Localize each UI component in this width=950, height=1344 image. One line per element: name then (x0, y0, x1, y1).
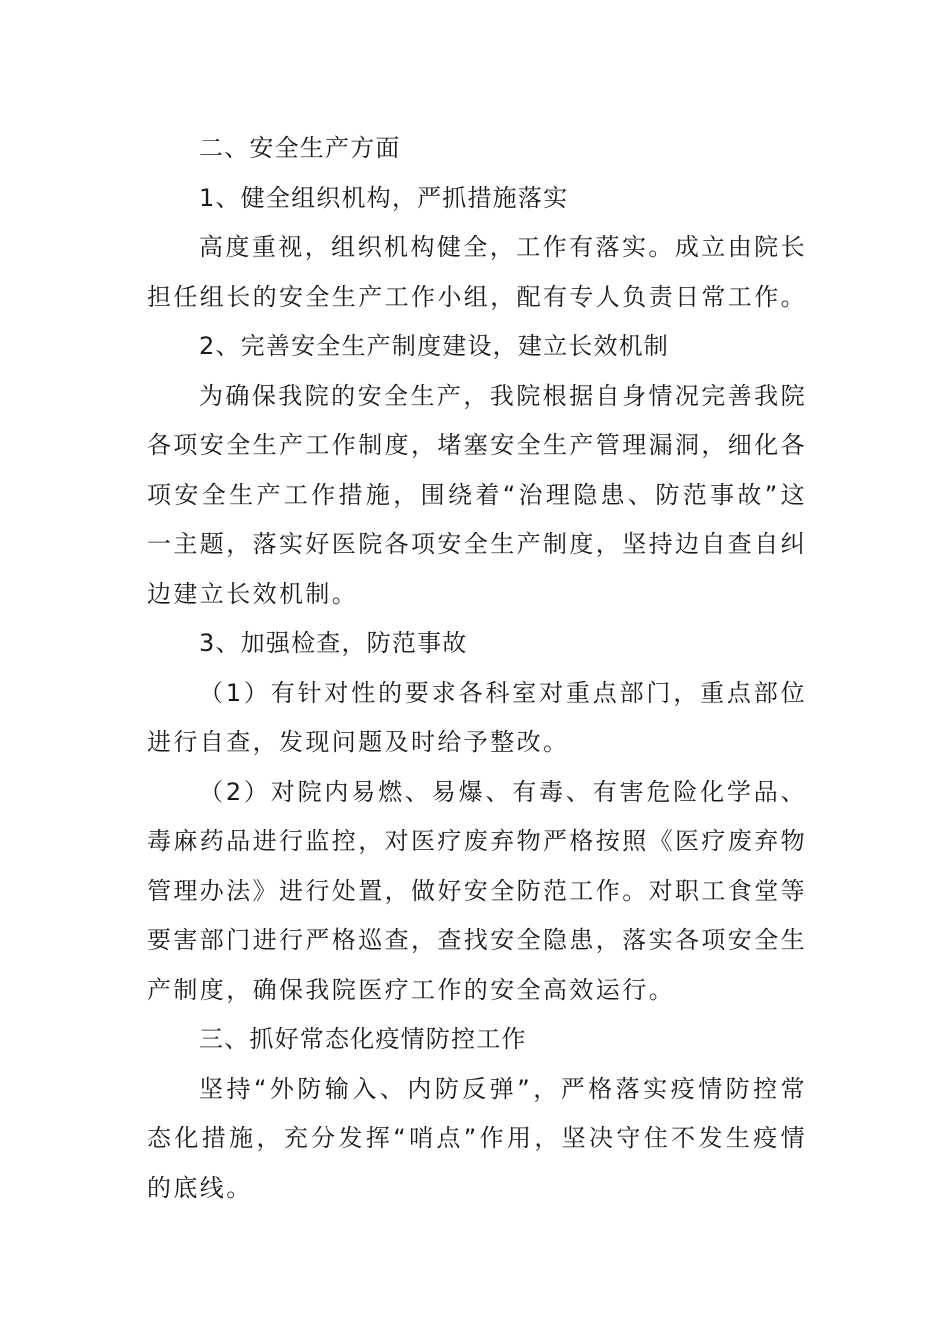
document-body (147, 124, 807, 1213)
section-2-heading: 二、安全生产方面 (199, 134, 401, 162)
item-2-heading: 2、完善安全生产制度建设，建立长效机制 (199, 332, 670, 360)
section-3-heading: 三、抓好常态化疫情防控工作 (199, 1025, 527, 1053)
item-2-body: 为确保我院的安全生产，我院根据自身情况完善我院各项安全生产工作制度，堵塞安全生产管理漏洞，细化各项安全生产工作措施，围绕着“治理隐患、防范事故”这一主题，落实好医院各项安全生产制度，坚持边自查自纠边建立长效机制。 (147, 381, 807, 608)
item-3-heading: 3、加强检查，防范事故 (199, 629, 468, 657)
item-1-heading: 1、健全组织机构，严抓措施落实 (199, 183, 569, 212)
item-3-sub-1: （1）有针对性的要求各科室对重点部门，重点部位进行自查，发现问题及时给予整改。 (147, 678, 807, 756)
item-1-body: 高度重视，组织机构健全，工作有落实。成立由院长担任组长的安全生产工作小组，配有专人负责日常工作。 (147, 233, 807, 311)
item-3-sub-2: （2）对院内易燃、易爆、有毒、有害危险化学品、毒麻药品进行监控，对医疗废弃物严格按照《医疗废弃物管理办法》进行处置，做好安全防范工作。对职工食堂等要害部门进行严格巡查，查找安全隐患，落实各项安全生产制度，确保我院医疗工作的安全高效运行。 (147, 777, 807, 1004)
section-3-body: 坚持“外防输入、内防反弹”，严格落实疫情防控常态化措施，充分发挥“哨点”作用，坚决守住不发生疫情的底线。 (147, 1074, 807, 1202)
